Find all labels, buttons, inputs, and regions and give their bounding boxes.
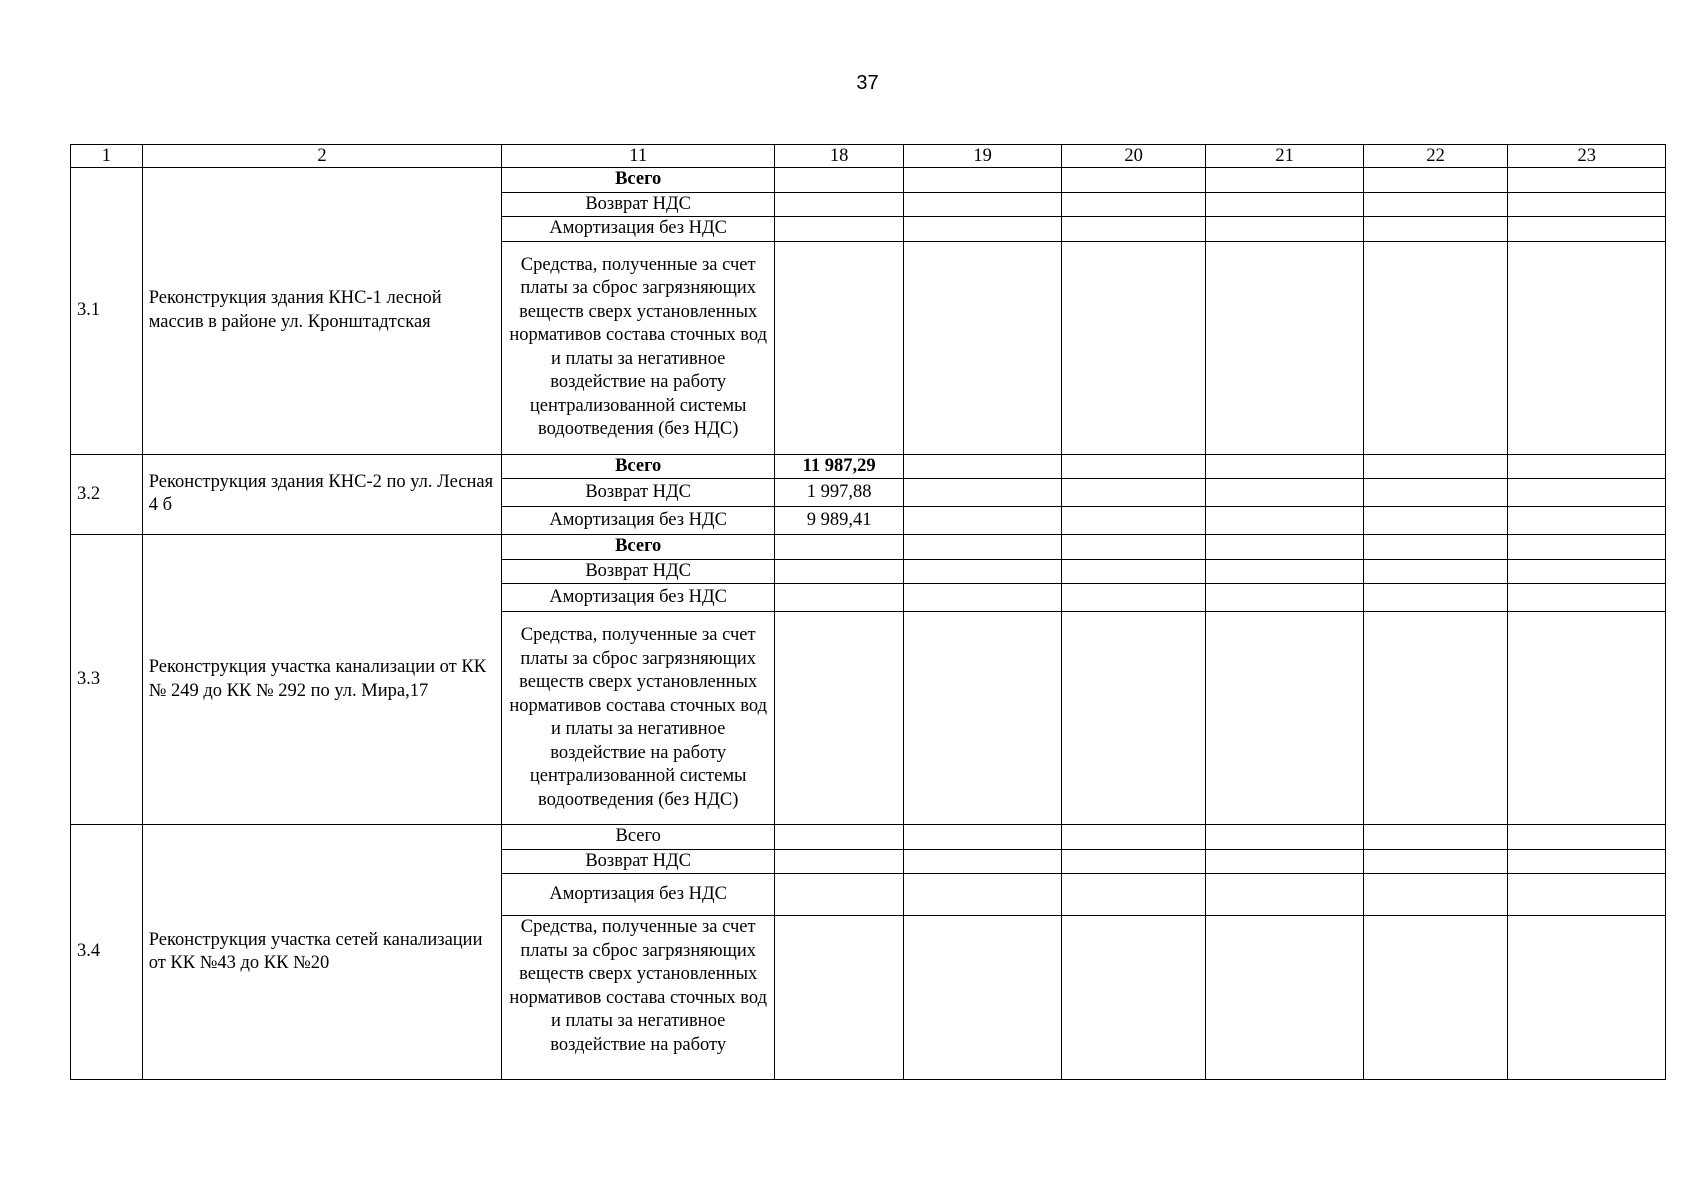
source-label: Возврат НДС	[502, 479, 775, 507]
project-name: Реконструкция здания КНС-2 по ул. Лесная 4 б	[142, 454, 502, 535]
source-label: Амортизация без НДС	[502, 507, 775, 535]
investment-table	[70, 144, 1666, 1080]
row-number: 3.1	[71, 168, 143, 455]
source-label: Всего	[502, 454, 775, 479]
source-label: Средства, полученные за счет платы за сброс загрязняющих веществ сверх установленных нормативов состава сточных вод и платы за негативное воздействие на работу	[502, 916, 775, 1080]
column-header: 2	[142, 145, 502, 168]
row-number: 3.4	[71, 825, 143, 1080]
column-header-row	[71, 145, 1666, 168]
column-header: 20	[1061, 145, 1206, 168]
value-cell: 11 987,29	[775, 454, 904, 479]
column-header: 1	[71, 145, 143, 168]
source-label: Возврат НДС	[502, 849, 775, 874]
source-label: Средства, полученные за счет платы за сброс загрязняющих веществ сверх установленных нормативов состава сточных вод и платы за негативное воздействие на работу централизованной системы водоотведения (без НДС)	[502, 612, 775, 825]
column-header: 21	[1206, 145, 1364, 168]
page-number: 37	[856, 72, 879, 94]
value-cell: 1 997,88	[775, 479, 904, 507]
source-label: Возврат НДС	[502, 559, 775, 584]
source-label: Возврат НДС	[502, 192, 775, 217]
source-label: Средства, полученные за счет платы за сброс загрязняющих веществ сверх установленных нормативов состава сточных вод и платы за негативное воздействие на работу централизованной системы водоотведения (без НДС)	[502, 241, 775, 454]
source-label: Всего	[502, 535, 775, 560]
project-name: Реконструкция участка сетей канализации от КК №43 до КК №20	[142, 825, 502, 1080]
source-label: Амортизация без НДС	[502, 217, 775, 242]
row-number: 3.2	[71, 454, 143, 535]
column-header: 23	[1508, 145, 1666, 168]
table-row	[71, 454, 1666, 479]
source-label: Всего	[502, 825, 775, 850]
table-row	[71, 825, 1666, 850]
source-label: Всего	[502, 168, 775, 193]
table-row	[71, 535, 1666, 560]
column-header: 22	[1363, 145, 1508, 168]
column-header: 11	[502, 145, 775, 168]
source-label: Амортизация без НДС	[502, 874, 775, 916]
table-row	[71, 168, 1666, 193]
project-name: Реконструкция здания КНС-1 лесной массив в районе ул. Кронштадтская	[142, 168, 502, 455]
column-header: 19	[904, 145, 1062, 168]
row-number: 3.3	[71, 535, 143, 825]
source-label: Амортизация без НДС	[502, 584, 775, 612]
project-name: Реконструкция участка канализации от КК № 249 до КК № 292 по ул. Мира,17	[142, 535, 502, 825]
column-header: 18	[775, 145, 904, 168]
value-cell: 9 989,41	[775, 507, 904, 535]
